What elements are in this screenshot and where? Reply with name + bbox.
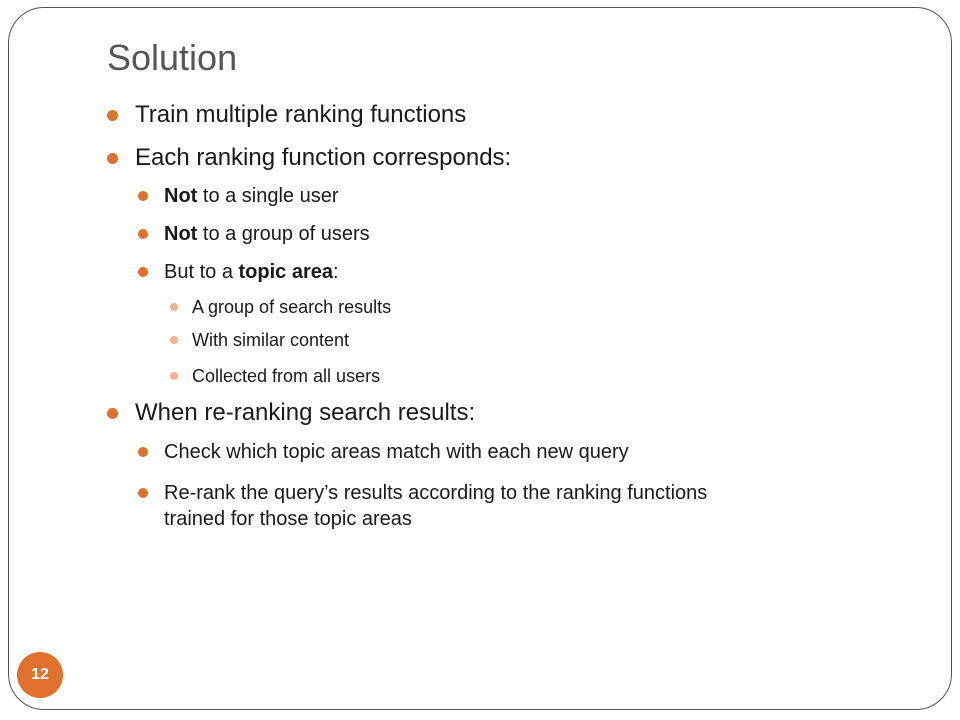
bold-text: topic area — [238, 261, 333, 283]
slide-number-badge: 12 — [17, 652, 63, 698]
bold-text: Not — [164, 223, 198, 245]
bullet-dot-icon — [170, 336, 178, 344]
bullet-dot-icon — [107, 408, 118, 419]
sub-bullet-check-topics — [164, 439, 629, 465]
bullet-text: When re-ranking search results: — [135, 399, 476, 426]
bullet-text: With similar content — [192, 330, 350, 350]
bullet-text: Train multiple ranking functions — [135, 101, 467, 128]
bullet-dot-icon — [107, 110, 118, 121]
sub-bullet-rerank — [164, 480, 707, 532]
bullet-text: Check which topic areas match with each new query — [164, 441, 629, 463]
bullet-text-line: trained for those topic areas — [164, 508, 412, 530]
bold-text: Not — [164, 185, 198, 207]
bullet-text: A group of search results — [192, 297, 392, 317]
bullet-each-function — [135, 143, 511, 173]
bullet-text: But to a — [164, 261, 239, 283]
sub-bullet-not-group — [164, 221, 370, 247]
sub-sub-bullet-similar-content — [192, 328, 349, 352]
sub-sub-bullet-collected — [192, 364, 380, 388]
sub-sub-bullet-group-results — [192, 295, 391, 319]
bullet-dot-icon — [138, 447, 148, 457]
bullet-text: Collected from all users — [192, 366, 381, 386]
sub-bullet-topic-area — [164, 259, 339, 285]
bullet-dot-icon — [170, 303, 178, 311]
bullet-dot-icon — [107, 153, 118, 164]
bullet-text: Each ranking function corresponds: — [135, 144, 512, 171]
slide-title: Solution — [107, 37, 238, 78]
bullet-text-line: Re-rank the query’s results according to the ranking functions — [164, 482, 708, 504]
bullet-text: : — [332, 261, 339, 283]
bullet-dot-icon — [138, 488, 148, 498]
bullet-text: to a group of users — [197, 223, 370, 245]
bullet-train-functions — [135, 100, 466, 130]
sub-bullet-not-single-user — [164, 183, 339, 209]
bullet-reranking — [135, 398, 475, 428]
bullet-dot-icon — [138, 191, 148, 201]
bullet-dot-icon — [138, 229, 148, 239]
bullet-text: to a single user — [197, 185, 339, 207]
bullet-dot-icon — [138, 267, 148, 277]
bullet-dot-icon — [170, 372, 178, 380]
